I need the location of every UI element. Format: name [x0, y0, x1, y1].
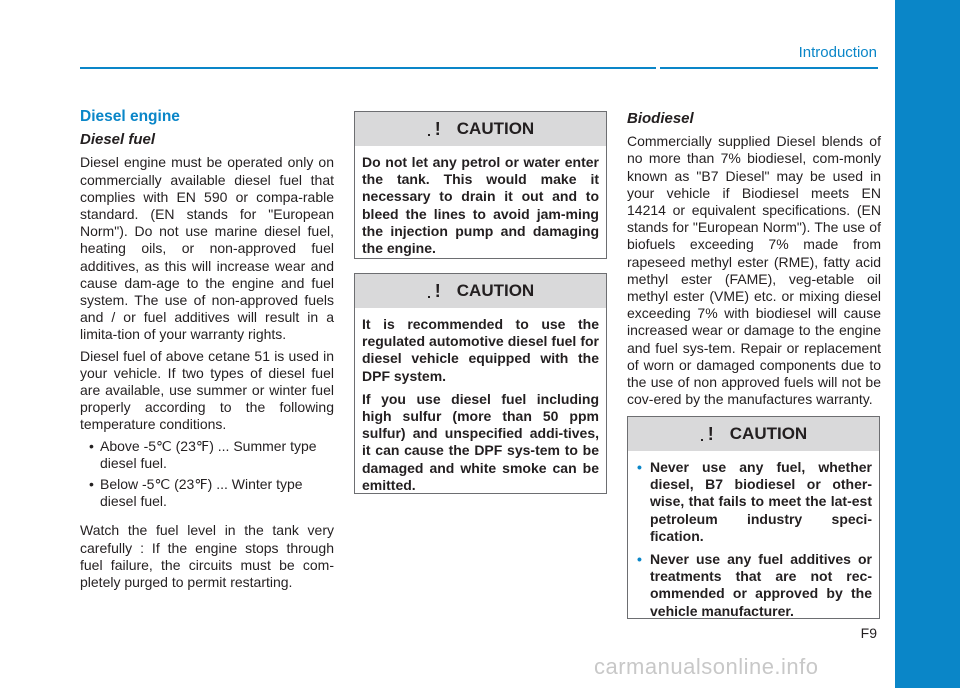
caution-text: If you use diesel fuel including high sulfur (more than 50 ppm sulfur) and unspecified addi-tives, it can cause the DPF sys-tem to be damaged and white smoke can be emitted. — [362, 390, 599, 493]
caution-box — [354, 111, 607, 259]
caution-box — [354, 273, 607, 494]
list-item: • Below -5℃ (23℉) ... Winter type diesel fuel. — [89, 476, 303, 510]
caution-header — [355, 112, 606, 146]
caution-text: It is recommended to use the regulated automotive diesel fuel for diesel vehicle equipped with the DPF system. — [362, 316, 599, 384]
header-rule-right — [660, 67, 878, 69]
caution-body — [355, 146, 606, 265]
section-heading: Diesel engine — [80, 108, 180, 125]
bullet-icon: • — [637, 459, 642, 475]
section-title: Introduction — [798, 44, 877, 61]
right-column — [627, 108, 881, 412]
paragraph: Commercially supplied Diesel blends of no more than 7% biodiesel, com-monly known as "B7 Diesel" may be used in your vehicle if Biodiesel meets EN 14214 or equivalent specifications. (EN stands for "European Norm"). The use of biofuels exceeding 7% made from rapeseed methyl ester (RME), fatty acid methyl ester (FAME), veg-etable oil methyl ester (VME) etc. or mixing diesel exceeding 7% with biodiesel will cause increased wear or damage to the engine and fuel sys-tem. Repair or replacement of worn or damaged components due to the use of non approved fuels will not be cov-ered by the manufactures warranty. — [627, 133, 881, 408]
side-color-bar — [895, 0, 960, 688]
warning-icon: ! — [700, 423, 722, 445]
watermark: carmanualsonline.info — [594, 654, 819, 679]
paragraph: Watch the fuel level in the tank very carefully : If the engine stops through fuel failure, the circuits must be com-pletely purged to permit restarting. — [80, 522, 334, 591]
sub-heading-diesel-fuel: Diesel fuel — [80, 131, 156, 149]
caution-list — [635, 459, 872, 620]
caution-box — [627, 416, 880, 619]
list-item: • Never use any fuel, whether diesel, B7 biodiesel or other-wise, that fails to meet the lat-est petroleum industry speci-fication. — [637, 459, 872, 544]
left-column — [80, 108, 334, 595]
sub-heading-biodiesel: Biodiesel — [627, 110, 694, 127]
paragraph: Diesel engine must be operated only on commercially available diesel fuel that complies with EN 590 or compa-rable standard. (EN stands for "European Norm"). Do not use marine diesel fuel, heating oils, or non-approved fuel additives, as this will increase wear and cause dam-age to the engine and fuel system. The use of non-approved fuels and / or fuel additives will result in a limita-tion of your warranty rights. — [80, 154, 334, 343]
bullet-icon: • — [89, 437, 94, 454]
caution-body — [355, 308, 606, 502]
list-item: • Above -5℃ (23℉) ... Summer type diesel fuel. — [89, 437, 317, 471]
bullet-icon: • — [637, 551, 642, 568]
warning-icon: ! — [427, 280, 449, 302]
bullet-icon: • — [89, 476, 94, 493]
header-rule — [80, 67, 656, 69]
caution-body — [628, 451, 879, 634]
caution-header — [355, 274, 606, 308]
caution-text: Do not let any petrol or water enter the tank. This would make it necessary to drain it out and to bleed the lines to avoid jam-ming the injection pump and damaging the engine. — [362, 154, 599, 257]
paragraph: Diesel fuel of above cetane 51 is used in your vehicle. If two types of diesel fuel are available, use summer or winter fuel properly according to the following temperature conditions. — [80, 347, 334, 433]
page-number: F9 — [860, 625, 877, 641]
list-item: • Never use any fuel additives or treatments that are not rec-ommended or approved by the vehicle manufacturer. — [637, 551, 872, 619]
caution-title: CAUTION — [456, 281, 535, 300]
warning-icon: ! — [427, 118, 449, 140]
caution-header — [628, 417, 879, 451]
temperature-list — [80, 438, 334, 511]
caution-title: CAUTION — [456, 119, 535, 138]
caution-title: CAUTION — [729, 424, 808, 443]
